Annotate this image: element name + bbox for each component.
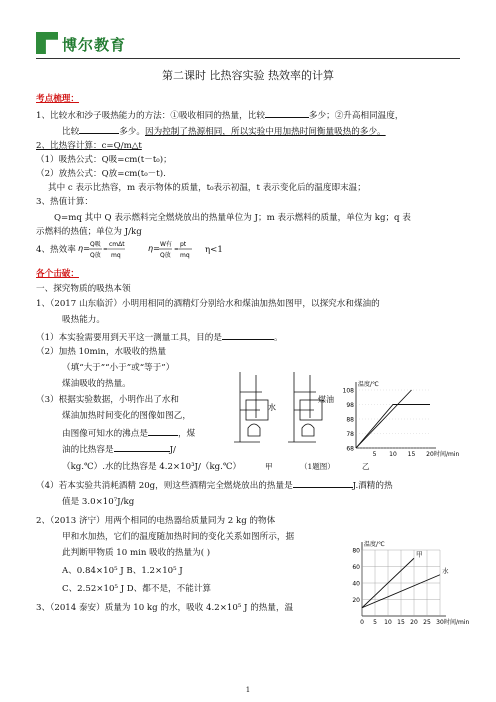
svg-text:Q吸: Q吸 xyxy=(90,241,101,248)
x-tick-label: 5 xyxy=(373,619,377,626)
apparatus-left xyxy=(234,372,268,442)
formula-explanation: 其中 c 表示比热容，m 表示物体的质量，t₀表示初温，t 表示变化后的温度即末温； xyxy=(48,183,366,193)
svg-text:η=: η= xyxy=(78,244,90,253)
heat-value-line-2: 示燃料的热值；单位为 J/kg xyxy=(36,227,142,237)
q1-part-4-line-1 xyxy=(36,478,393,492)
svg-text:Q放: Q放 xyxy=(90,252,101,259)
brand-logo xyxy=(36,30,146,56)
y-tick-label: 20 xyxy=(352,597,360,604)
x-tick-label: 15 xyxy=(407,451,416,458)
q2-stem-line-3: 此判断甲物质 10 min 吸收的热量为( ) xyxy=(62,548,211,558)
text: J/ xyxy=(169,445,176,455)
q1-part-2-line-3: 煤油吸收的热量。 xyxy=(62,379,131,389)
y-tick-label: 40 xyxy=(352,580,360,588)
label-kerosene: 煤油 xyxy=(318,395,334,404)
svg-text:mq: mq xyxy=(111,252,121,259)
answer-blank[interactable] xyxy=(293,478,353,488)
underlined-note: 因为控制了热源相同，所以实验中用加热时间衡量吸热的多少。 xyxy=(145,127,386,137)
point-1-line-1 xyxy=(36,108,403,122)
text: （1）本实验需要用到天平这一测量工具，目的是 xyxy=(36,333,222,343)
text: 2、比热容计算：c=Q/m△t xyxy=(36,141,142,151)
text: 多少；②升高相同温度， xyxy=(308,111,404,121)
svg-text:=: = xyxy=(103,246,109,253)
efficiency-inequality: η<1 xyxy=(205,245,223,255)
x-axis-label: 时间/min xyxy=(444,619,470,626)
heat-release-formula: （2）放热公式：Q放=cm(t₀－t). xyxy=(36,169,166,179)
q1-stem-line-2: 吸热能力。 xyxy=(62,315,105,325)
q1-part-4-line-2: 值是 3.0×10⁷J/kg xyxy=(62,497,135,507)
x-tick-label: 20 xyxy=(410,619,418,626)
caption-yi: 乙 xyxy=(362,462,370,471)
q1-part-2-line-1 xyxy=(36,346,166,358)
text: J.酒精的热 xyxy=(352,481,393,491)
text: 比较 xyxy=(62,127,80,137)
x-axis-label: 时间/min xyxy=(434,451,460,458)
y-tick-label: 68 xyxy=(346,445,354,453)
label-water: 水 xyxy=(268,403,276,412)
caption-figure-1: （1题图） xyxy=(300,462,335,471)
x-tick-label: 15 xyxy=(397,619,405,626)
point-1-line-2 xyxy=(62,124,386,138)
q2-stem-line-2: 甲和水加热，它们的温度随加热时间的变化关系如图所示，据 xyxy=(62,532,295,542)
series-line xyxy=(356,405,430,449)
q1-part-3-line-3 xyxy=(62,426,195,440)
y-tick-label: 60 xyxy=(352,564,360,571)
page-number: 1 xyxy=(245,686,251,694)
temperature-time-chart-2 xyxy=(340,538,470,630)
x-tick-label: 10 xyxy=(384,619,392,626)
apparatus-right xyxy=(288,372,322,442)
answer-blank[interactable] xyxy=(222,330,274,340)
q1-part-3-line-2: 煤油加热时间变化的图像如图乙， xyxy=(62,411,191,421)
header-divider xyxy=(36,58,460,59)
caption-jia: 甲 xyxy=(265,462,273,471)
point-4-efficiency xyxy=(36,244,76,256)
section-heading-practice: 各个击破： xyxy=(36,269,79,279)
answer-blank[interactable] xyxy=(148,426,178,436)
svg-text:pt: pt xyxy=(180,241,187,248)
x-tick-label: 20 xyxy=(426,451,434,458)
text: 4、热效率 xyxy=(36,245,76,255)
subsection-title: 一、探究物质的吸热本领 xyxy=(36,284,131,294)
answer-blank[interactable] xyxy=(265,108,309,118)
q1-part-3-line-1: （3）根据实验数据，小明作出了水和 xyxy=(36,395,179,405)
q1-stem-line-1: 1、（2017 山东临沂）小明用相同的酒精灯分别给水和煤油加热如图甲，以探究水和煤油的 xyxy=(36,299,380,309)
heat-absorb-formula: （1）吸热公式：Q吸=cm(t－t₀)； xyxy=(36,155,172,165)
efficiency-formula xyxy=(78,238,198,260)
svg-text:η=: η= xyxy=(148,244,160,253)
y-tick-label: 80 xyxy=(352,547,360,555)
q1-part-2-line-2: （填“大于”“小于”或“等于”） xyxy=(62,363,175,373)
section-heading-key-points: 考点梳理： xyxy=(36,94,79,104)
q2-options-cd: C、2.52×10⁵ J D、都不是，不能计算 xyxy=(62,584,212,594)
svg-text:W有: W有 xyxy=(160,241,172,248)
text: 油的比热容是 xyxy=(62,445,114,455)
text: ，煤 xyxy=(177,429,196,439)
svg-text:Q放: Q放 xyxy=(160,252,171,259)
text: （4）若本实验共消耗酒精 20g，则这些酒精完全燃烧放出的热量是 xyxy=(36,481,293,491)
x-tick-label: 0 xyxy=(360,619,364,626)
logo-mark-icon xyxy=(36,32,58,54)
q1-part-3-line-4 xyxy=(62,442,176,456)
y-tick-label: 78 xyxy=(346,431,354,438)
page-title: 第二课时 比热容实验 热效率的计算 xyxy=(162,69,334,82)
text: 由图像可知水的沸点是 xyxy=(62,429,148,439)
x-tick-label: 10 xyxy=(389,451,397,458)
text: 1、比较水和沙子吸热能力的方法：①吸收相同的热量，比较 xyxy=(36,111,265,121)
svg-text:cmΔt: cmΔt xyxy=(109,241,125,248)
answer-blank[interactable] xyxy=(79,124,119,134)
series-label: 甲 xyxy=(416,550,423,559)
x-tick-label: 25 xyxy=(423,619,431,626)
apparatus-figure xyxy=(232,370,344,450)
text: 。 xyxy=(273,333,283,343)
y-tick-label: 88 xyxy=(346,416,354,424)
q2-options-ab: A、0.84×10⁵ J B、1.2×10⁵ J xyxy=(62,566,183,576)
y-axis-label: 温度/℃ xyxy=(364,541,385,548)
text: （2）加热 10min，水吸收的热量 xyxy=(36,347,167,357)
q2-stem-line-1: 2、（2013 济宁）用两个相同的电热器给质量同为 2 kg 的物体 xyxy=(36,516,276,526)
y-axis-label: 温度/℃ xyxy=(358,381,379,388)
q1-part-1 xyxy=(36,330,283,344)
series-label: 水 xyxy=(442,566,449,575)
answer-blank[interactable] xyxy=(114,442,170,452)
brand-name: 博尔教育 xyxy=(62,36,127,54)
point-2-heading xyxy=(36,140,142,152)
x-tick-label: 5 xyxy=(372,451,377,458)
temperature-time-chart-1 xyxy=(338,378,464,460)
svg-text:mq: mq xyxy=(180,252,190,259)
series-line xyxy=(356,390,412,448)
heat-value-line-1: Q=mq 其中 Q 表示燃料完全燃烧放出的热量单位为 J；m 表示燃料的质量，单位为 kg；q 表 xyxy=(54,213,411,223)
y-tick-label: 108 xyxy=(342,387,354,395)
svg-text:=: = xyxy=(174,246,180,253)
q1-part-3-line-5: （kg.℃）.水的比热容是 4.2×10³J/（kg.℃） xyxy=(62,462,242,472)
q3-stem-line-1: 3、（2014 泰安）质量为 10 kg 的水，吸收 4.2×10⁵ J 的热量，温 xyxy=(36,603,294,613)
x-tick-label: 30 xyxy=(436,619,444,626)
point-3-heading: 3、热值计算： xyxy=(36,197,94,207)
y-tick-label: 98 xyxy=(346,402,354,409)
text: 多少。 xyxy=(119,127,145,137)
